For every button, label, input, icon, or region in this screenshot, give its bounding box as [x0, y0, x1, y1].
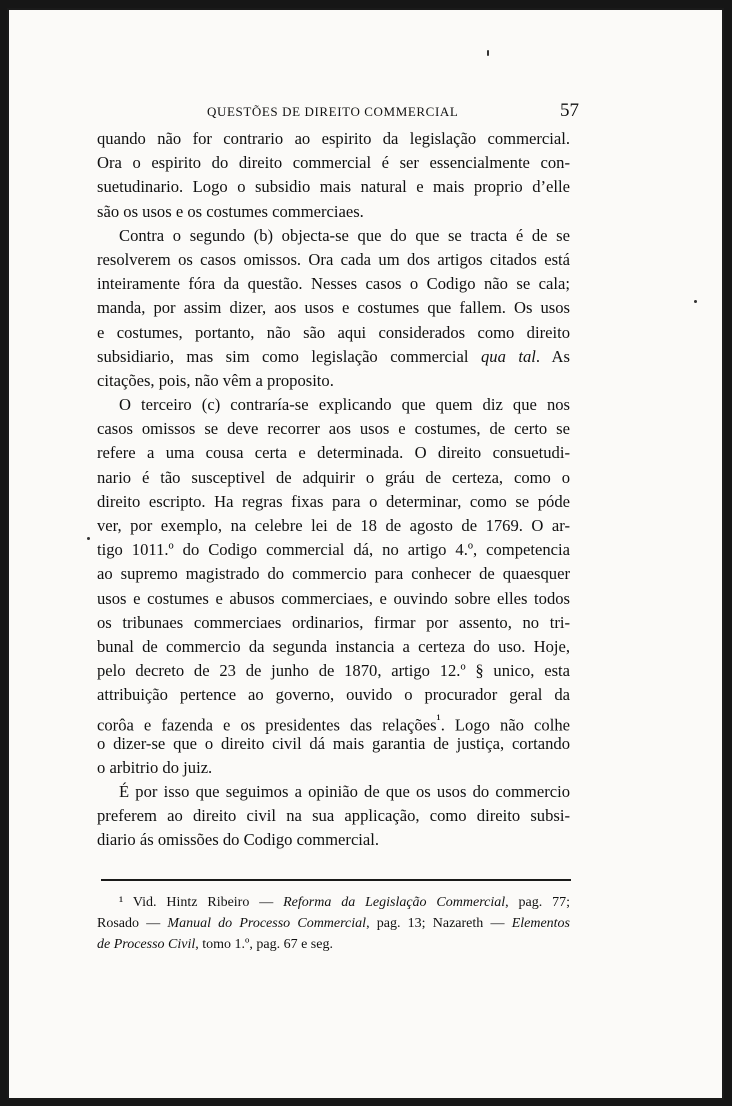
text-segment: , tomo 1.º, pag. 67 e seg.: [195, 937, 333, 952]
italic-title: Manual do Processo Commercial: [167, 916, 367, 931]
text-line: preferem ao direito civil na sua applicação, como direito subsi-: [97, 806, 570, 826]
print-speck: [87, 537, 90, 540]
text-line: diario ás omissões do Codigo commercial.: [97, 830, 380, 850]
text-line: quando não for contrario ao espirito da legislação commercial.: [97, 129, 570, 148]
italic-term: qua tal: [480, 346, 536, 366]
text-line: manda, por assim dizer, aos usos e costumes que fallem. Os usos: [97, 298, 570, 318]
body-text: [97, 127, 570, 853]
footnote-marker: ¹: [436, 711, 441, 727]
text-line: direito escripto. Ha regras fixas para o determinar, como se póde: [97, 491, 570, 511]
text-line: o dizer-se que o direito civil dá mais garantia de justiça, cortando: [97, 733, 570, 753]
text-segment: , pag. 13; Nazareth —: [366, 916, 512, 931]
page-number: 57: [560, 100, 579, 121]
text-segment: Rosado —: [97, 916, 168, 931]
text-line: e costumes, portanto, não são aqui considerados como direito: [97, 322, 570, 342]
text-line: os tribunaes commerciaes ordinarios, firmar por assento, no tri-: [97, 612, 570, 632]
text-segment: subsidiario, mas sim como legislação commercial: [97, 346, 469, 366]
italic-title: Reforma da Legislação Commercial: [283, 895, 506, 910]
italic-title: Elementos: [511, 916, 571, 931]
text-line: pelo decreto de 23 de junho de 1870, artigo 12.º § unico, esta: [97, 661, 570, 681]
text-segment: . As: [535, 346, 570, 366]
text-line: ver, por exemplo, na celebre lei de 18 de agosto de 1769. O ar-: [97, 516, 570, 535]
running-header: QUESTÕES DE DIREITO COMMERCIAL: [207, 104, 459, 119]
text-line: [97, 345, 570, 369]
print-speck: [487, 50, 489, 56]
paragraph-start-line: O terceiro (c) contraría-se explicando que quem diz que nos: [119, 395, 570, 415]
text-line: [97, 708, 570, 735]
print-speck: [694, 300, 697, 303]
paragraph-start-line: Contra o segundo (b) objecta-se que do que se tracta é de se: [119, 225, 570, 245]
paragraph-start-line: É por isso que seguimos a opinião de que os usos do commercio: [119, 782, 570, 802]
text-line: usos e costumes e abusos commerciaes, e ouvindo sobre elles todos: [97, 588, 570, 608]
text-segment: ¹ Vid. Hintz Ribeiro —: [119, 895, 284, 910]
text-line: ao supremo magistrado do commercio para conhecer de quaesquer: [97, 564, 570, 584]
footnote-line: [97, 892, 570, 913]
text-line: são os usos e os costumes commerciaes.: [97, 201, 364, 221]
text-line: o arbitrio do juiz.: [97, 757, 213, 777]
text-line: suetudinario. Logo o subsidio mais natural e mais proprio d’elle: [97, 177, 570, 197]
text-segment: . Logo não colhe: [440, 715, 570, 735]
text-line: Ora o espirito do direito commercial é ser essencialmente con-: [97, 153, 570, 173]
text-line: tigo 1011.º do Codigo commercial dá, no artigo 4.º, competencia: [97, 540, 570, 560]
footnote-line: [97, 913, 570, 934]
italic-title: de Processo Civil: [97, 937, 196, 952]
book-page: [7, 8, 724, 1100]
text-line: refere a uma cousa certa e determinada. O direito consuetudi-: [97, 443, 570, 463]
text-segment: corôa e fazenda e os presidentes das relações: [97, 715, 437, 735]
text-line: inteiramente fóra da questão. Nesses casos o Codigo não se cala;: [97, 274, 570, 294]
text-line: bunal de commercio da segunda instancia a certeza do uso. Hoje,: [97, 636, 570, 656]
footnote: [97, 892, 570, 955]
text-line: attribuição pertence ao governo, ouvido o procurador geral da: [97, 685, 570, 705]
text-line: nario é tão susceptivel de adquirir o gráu de certeza, como o: [97, 467, 570, 487]
footnote-line: [97, 934, 570, 955]
text-line: resolverem os casos omissos. Ora cada um dos artigos citados está: [97, 249, 570, 269]
footnote-rule: [101, 879, 571, 881]
text-line: citações, pois, não vêm a proposito.: [97, 370, 334, 390]
text-line: casos omissos se deve recorrer aos usos e costumes, de certo se: [97, 419, 570, 439]
text-segment: , pag. 77;: [505, 895, 570, 910]
